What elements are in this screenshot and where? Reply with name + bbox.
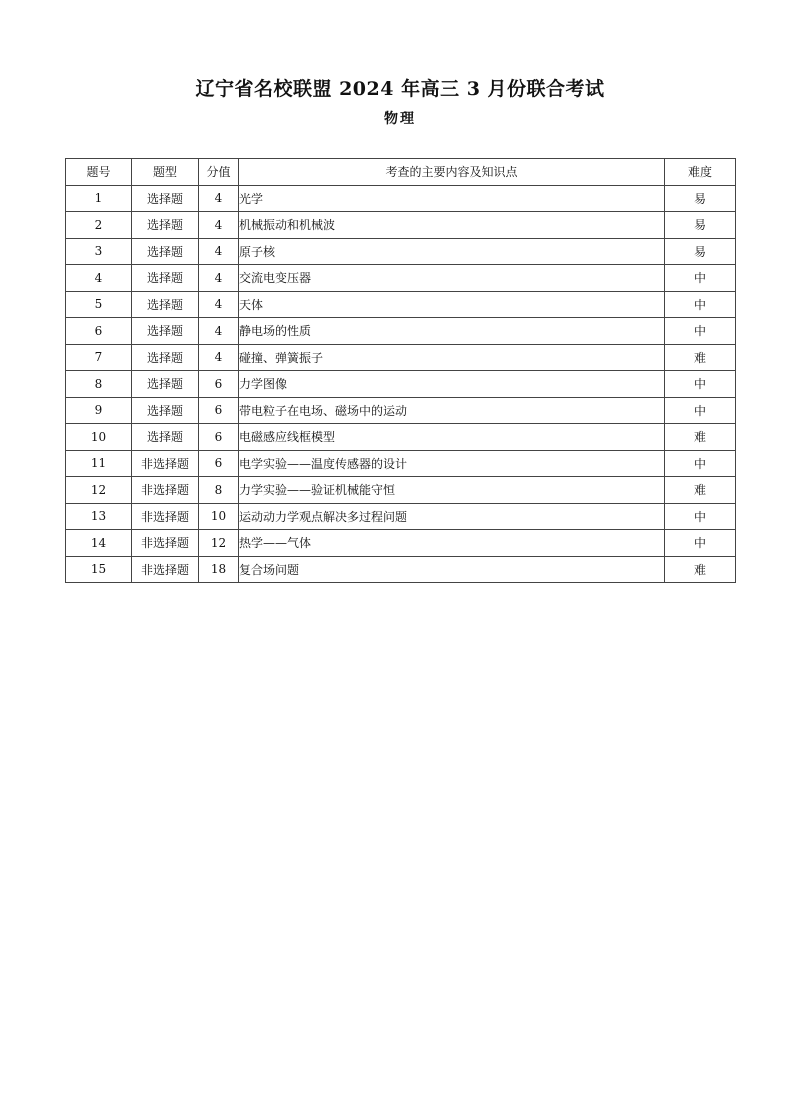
- table-row: [66, 238, 736, 265]
- cell-score: 4: [199, 238, 239, 265]
- cell-content: 复合场问题: [239, 556, 665, 583]
- header-type: 题型: [132, 159, 199, 186]
- cell-difficulty: 中: [665, 291, 736, 318]
- cell-type: 选择题: [132, 185, 199, 212]
- cell-content: 电学实验——温度传感器的设计: [239, 450, 665, 477]
- cell-difficulty: 难: [665, 344, 736, 371]
- table-row: [66, 450, 736, 477]
- table-row: [66, 503, 736, 530]
- cell-content: 运动动力学观点解决多过程问题: [239, 503, 665, 530]
- cell-difficulty: 中: [665, 397, 736, 424]
- cell-score: 12: [199, 530, 239, 557]
- cell-difficulty: 中: [665, 318, 736, 345]
- cell-content: 机械振动和机械波: [239, 212, 665, 239]
- cell-difficulty: 中: [665, 503, 736, 530]
- cell-content: 力学实验——验证机械能守恒: [239, 477, 665, 504]
- header-content: 考查的主要内容及知识点: [239, 159, 665, 186]
- table-row: [66, 212, 736, 239]
- cell-number: 11: [66, 450, 132, 477]
- table-row: [66, 265, 736, 292]
- header-number: 题号: [66, 159, 132, 186]
- cell-number: 12: [66, 477, 132, 504]
- cell-number: 14: [66, 530, 132, 557]
- cell-score: 4: [199, 212, 239, 239]
- table-row: [66, 185, 736, 212]
- cell-type: 选择题: [132, 265, 199, 292]
- cell-score: 6: [199, 450, 239, 477]
- cell-content: 光学: [239, 185, 665, 212]
- cell-type: 非选择题: [132, 450, 199, 477]
- cell-content: 天体: [239, 291, 665, 318]
- cell-difficulty: 难: [665, 556, 736, 583]
- cell-difficulty: 难: [665, 477, 736, 504]
- cell-type: 选择题: [132, 344, 199, 371]
- table-header-row: [66, 159, 736, 186]
- cell-content: 原子核: [239, 238, 665, 265]
- cell-number: 5: [66, 291, 132, 318]
- cell-content: 力学图像: [239, 371, 665, 398]
- cell-number: 7: [66, 344, 132, 371]
- table-row: [66, 291, 736, 318]
- cell-type: 非选择题: [132, 530, 199, 557]
- cell-score: 4: [199, 265, 239, 292]
- cell-score: 6: [199, 424, 239, 451]
- cell-number: 2: [66, 212, 132, 239]
- cell-number: 4: [66, 265, 132, 292]
- header-difficulty: 难度: [665, 159, 736, 186]
- table-row: [66, 344, 736, 371]
- cell-type: 非选择题: [132, 556, 199, 583]
- header-score: 分值: [199, 159, 239, 186]
- cell-number: 13: [66, 503, 132, 530]
- subject-title: 物理: [384, 111, 416, 127]
- cell-number: 1: [66, 185, 132, 212]
- cell-type: 选择题: [132, 291, 199, 318]
- table-row: [66, 556, 736, 583]
- cell-number: 10: [66, 424, 132, 451]
- cell-difficulty: 中: [665, 265, 736, 292]
- cell-type: 非选择题: [132, 477, 199, 504]
- cell-score: 18: [199, 556, 239, 583]
- cell-type: 非选择题: [132, 503, 199, 530]
- table-row: [66, 477, 736, 504]
- cell-difficulty: 中: [665, 530, 736, 557]
- cell-type: 选择题: [132, 238, 199, 265]
- cell-type: 选择题: [132, 371, 199, 398]
- cell-difficulty: 易: [665, 185, 736, 212]
- page-title: 辽宁省名校联盟 2024 年高三 3 月份联合考试: [195, 78, 605, 100]
- cell-score: 4: [199, 318, 239, 345]
- cell-type: 选择题: [132, 212, 199, 239]
- cell-content: 静电场的性质: [239, 318, 665, 345]
- cell-score: 4: [199, 185, 239, 212]
- cell-type: 选择题: [132, 397, 199, 424]
- cell-score: 6: [199, 371, 239, 398]
- table-row: [66, 371, 736, 398]
- cell-content: 电磁感应线框模型: [239, 424, 665, 451]
- cell-content: 热学——气体: [239, 530, 665, 557]
- table-row: [66, 318, 736, 345]
- table-row: [66, 424, 736, 451]
- cell-content: 碰撞、弹簧振子: [239, 344, 665, 371]
- cell-content: 交流电变压器: [239, 265, 665, 292]
- cell-content: 带电粒子在电场、磁场中的运动: [239, 397, 665, 424]
- cell-difficulty: 易: [665, 238, 736, 265]
- cell-difficulty: 易: [665, 212, 736, 239]
- cell-difficulty: 中: [665, 450, 736, 477]
- cell-type: 选择题: [132, 424, 199, 451]
- cell-score: 6: [199, 397, 239, 424]
- cell-type: 选择题: [132, 318, 199, 345]
- table-row: [66, 530, 736, 557]
- cell-difficulty: 难: [665, 424, 736, 451]
- table-row: [66, 397, 736, 424]
- cell-score: 4: [199, 291, 239, 318]
- table-body: [66, 185, 736, 583]
- cell-number: 6: [66, 318, 132, 345]
- cell-score: 4: [199, 344, 239, 371]
- cell-number: 9: [66, 397, 132, 424]
- cell-score: 10: [199, 503, 239, 530]
- cell-score: 8: [199, 477, 239, 504]
- cell-difficulty: 中: [665, 371, 736, 398]
- cell-number: 8: [66, 371, 132, 398]
- cell-number: 15: [66, 556, 132, 583]
- exam-analysis-table: [65, 158, 736, 583]
- cell-number: 3: [66, 238, 132, 265]
